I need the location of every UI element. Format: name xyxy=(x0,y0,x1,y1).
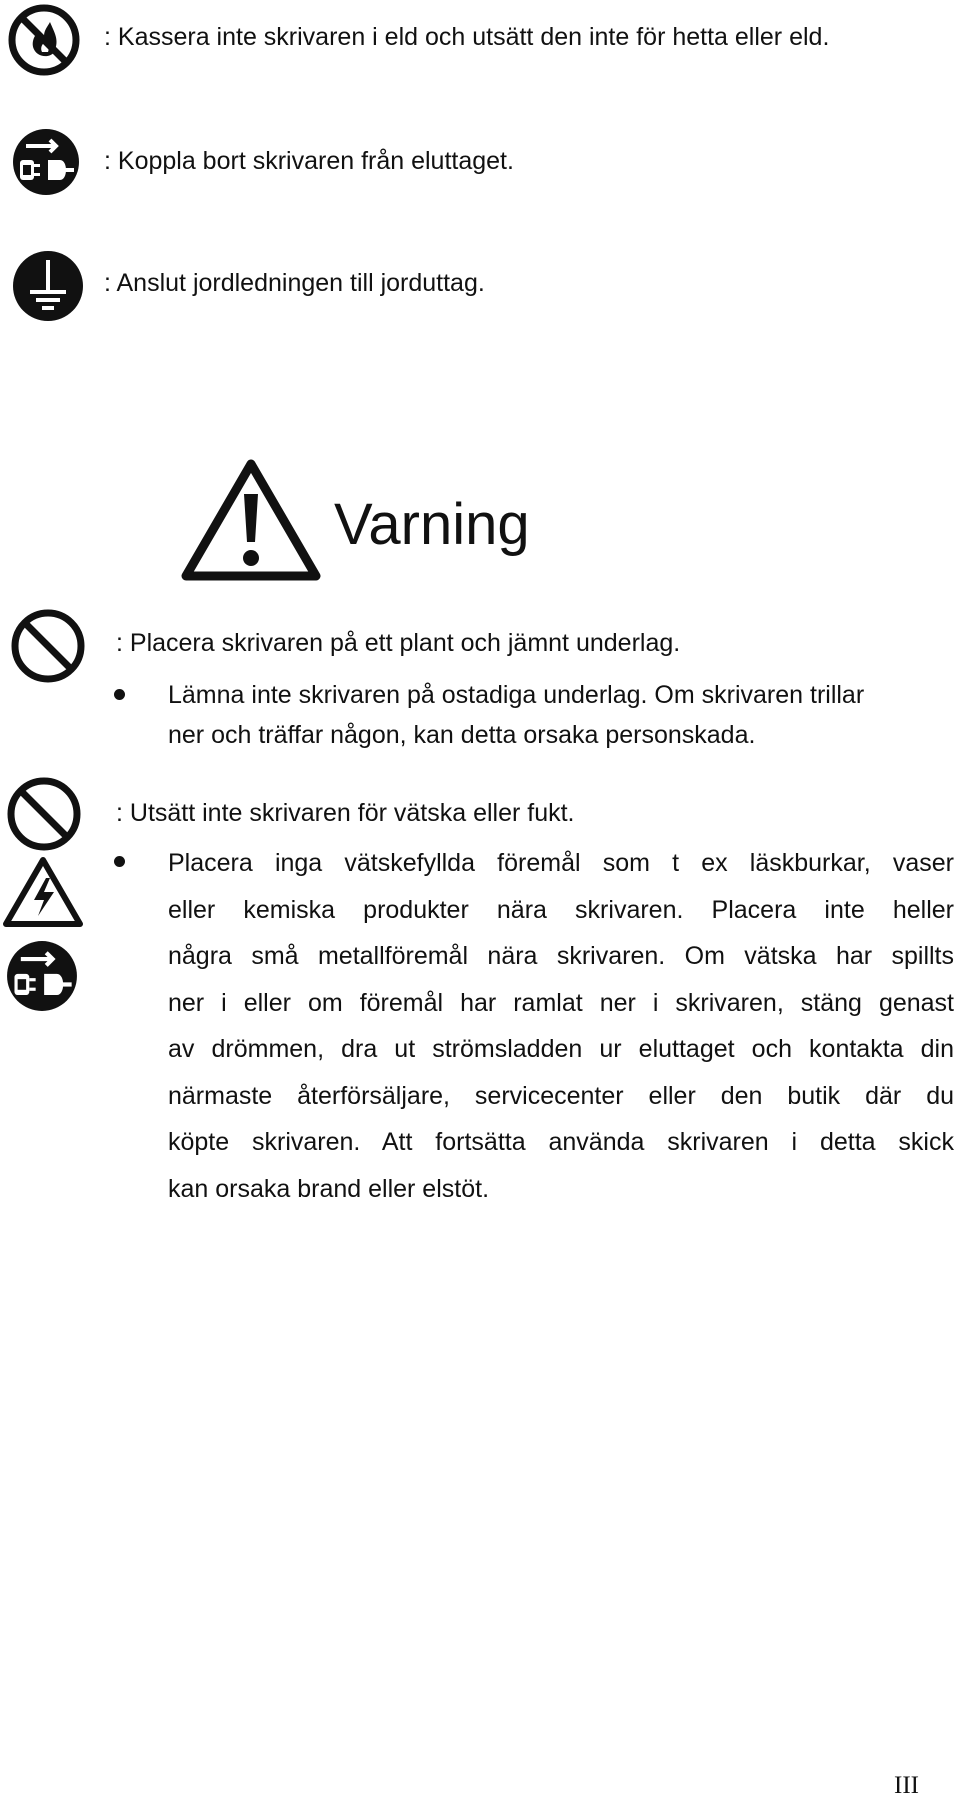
page-number: III xyxy=(894,1772,919,1799)
bullet-point xyxy=(114,856,125,867)
prohibition-icon xyxy=(6,776,82,852)
warning-item-2-text-line: kan orsaka brand eller elstöt. xyxy=(168,1174,490,1203)
warning-item-2-text-line: av drömmen, dra ut strömsladden ur eluttaget och kontakta din xyxy=(168,1035,954,1063)
electric-shock-warning-icon xyxy=(2,856,84,928)
no-fire-icon xyxy=(8,4,80,76)
warning-item-1-heading: : Placera skrivaren på ett plant och jämnt underlag. xyxy=(116,629,681,657)
warning-item-2-text-line: ner i eller om föremål har ramlat ner i skrivaren, stäng genast xyxy=(168,988,954,1017)
prohibition-icon xyxy=(10,608,86,684)
warning-item-2-paragraph xyxy=(168,840,954,1212)
warning-item-2-text-line: några små metallföremål nära skrivaren. Om vätska har spillts xyxy=(168,942,954,970)
warning-item-2-text-line: Placera inga vätskefyllda föremål som t ex läskburkar, vaser xyxy=(168,849,954,877)
unplug-icon xyxy=(12,128,80,196)
warning-item-1-text-line: ner och träffar någon, kan detta orsaka personskada. xyxy=(168,721,756,749)
warning-item-2-text-line: köpte skrivaren. Att fortsätta använda skrivaren i detta skick xyxy=(168,1128,954,1156)
warning-triangle-icon xyxy=(180,458,322,582)
symbol-line-ground: : Anslut jordledningen till jorduttag. xyxy=(104,269,485,297)
symbol-line-unplug: : Koppla bort skrivaren från eluttaget. xyxy=(104,147,514,175)
ground-icon xyxy=(12,250,84,322)
warning-title: Varning xyxy=(334,492,530,557)
warning-item-2-heading: : Utsätt inte skrivaren för vätska eller fukt. xyxy=(116,799,575,827)
bullet-point xyxy=(114,689,125,700)
symbol-line-no-fire: : Kassera inte skrivaren i eld och utsätt den inte för hetta eller eld. xyxy=(104,23,830,51)
warning-item-1-text-line: Lämna inte skrivaren på ostadiga underlag. Om skrivaren trillar xyxy=(168,681,865,709)
warning-item-2-text-line: närmaste återförsäljare, servicecenter eller den butik där du xyxy=(168,1081,954,1110)
unplug-icon xyxy=(6,940,78,1012)
warning-item-2-text-line: eller kemiska produkter nära skrivaren. Placera inte heller xyxy=(168,895,954,924)
